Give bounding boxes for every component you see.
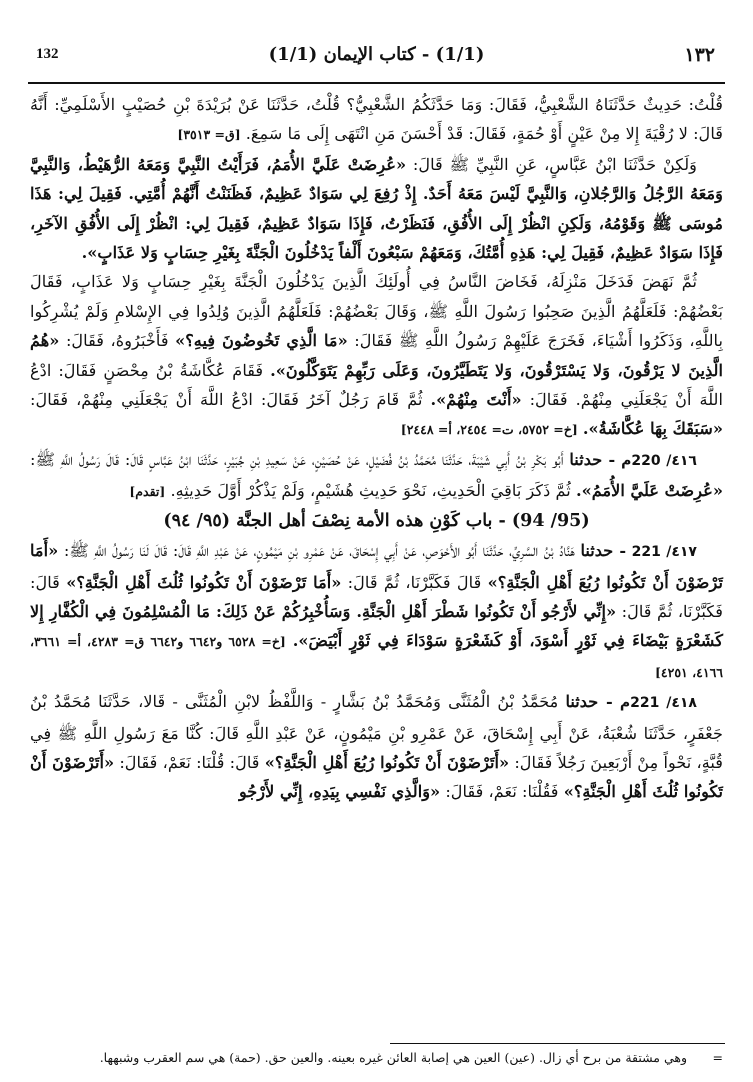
narration-opener: - حدثنا	[565, 692, 613, 712]
text-run: ثُمَّ نَهَضَ فَدَخَلَ مَنْزِلَهُ، فَخَاضَ النَّاسُ فِي أُولَئِكَ الَّذِينَ يَدْخُلُونَ الْجَنَّةَ بِغَيْرِ حِسَابٍ وَلا عَذَابٍ، فَقَالَ بَعْضُهُمْ: فَلَعَلَّهُمُ الَّذِينَ صَحِبُوا رَسُولَ اللَّهِ ﷺ، وَقَالَ بَعْضُهُمْ: فَلَعَلَّهُمُ الَّذِينَ وُلِدُوا فِي الإِسْلامِ وَلَمْ يُشْرِكُوا بِاللَّهِ، وَذَكَرُوا أَشْيَاءَ، فَخَرَجَ عَلَيْهِمْ رَسُولُ اللَّهِ ﷺ فَقَالَ:	[30, 272, 723, 351]
narration-opener: - حدثنا	[580, 541, 627, 561]
text-run: فَأَخْبَرُوهُ، فَقَالَ:	[65, 331, 169, 351]
hadith-number: ٤١٨/ 221م	[619, 695, 697, 712]
page-header	[28, 44, 725, 76]
text-run: ثُمَّ ذَكَرَ بَاقِيَ الْحَدِيثِ، نَحْوَ حَدِيثِ هُشَيْمٍ، وَلَمْ يَذْكُرْ أَوَّلَ حَدِيثِهِ.	[170, 481, 571, 501]
text-run: قَالَ فَكَبَّرْنَا، ثُمَّ قَالَ:	[347, 572, 482, 592]
hadith-quote: «هُمُ الَّذِينَ لا يَرْقُونَ، وَلا يَسْتَرْقُونَ، وَلا يَتَطَيَّرُونَ، وَعَلَى رَبِّهِمْ يَتَوَكَّلُونَ».	[30, 331, 723, 380]
narration-opener: - حدثنا	[569, 449, 616, 469]
hadith-quote: «سَبَقَكَ بِهَا عُكَّاشَةُ».	[582, 419, 723, 439]
citation: [خ= ٥٧٥٢، ت= ٢٤٥٤، أ= ٢٤٤٨]	[400, 422, 578, 438]
paragraph	[30, 90, 723, 150]
text-run: فَقُلْنَا: نَعَمْ، فَقَالَ:	[445, 782, 559, 802]
hadith-quote: «إِنِّي لأَرْجُو أَنْ تَكُونُوا شَطْرَ أَهْلِ الْجَنَّةِ. وَسَأُخْبِرُكُمْ عَنْ ذَلِكَ: مَا الْمُسْلِمُونَ فِي الْكُفَّارِ إِلا كَشَعْرَةٍ بَيْضَاءَ فِي ثَوْرٍ أَسْوَدَ، أَوْ كَشَعْرَةٍ سَوْدَاءَ فِي ثَوْرٍ أَبْيَضَ».	[30, 601, 724, 651]
main-text	[30, 90, 723, 807]
text-run: قُلْتُ: حَدِيثٌ حَدَّثَنَاهُ الشَّعْبِيُّ، فَقَالَ: وَمَا حَدَّثَكُمُ الشَّعْبِيُّ؟ قُلْتُ، حَدَّثَنَا عَنْ بُرَيْدَةَ بْنِ حُصَيْبٍ الأَسْلَمِيِّ: أَنَّهُ قَالَ: لا رُقْيَةَ إِلا مِنْ عَيْنٍ أَوْ حُمَةٍ، فَقَالَ: قَدْ أَحْسَنَ مَنِ انْتَهَى إِلَى مَا سَمِعَ.	[30, 95, 723, 144]
citation: [ق= ٣٥١٣]	[177, 127, 241, 143]
hadith-quote: «عُرِضَتْ عَلَيَّ الأُمَمُ، فَرَأَيْتُ النَّبِيَّ وَمَعَهُ الرُّهَيْطُ، وَالنَّبِيَّ وَمَعَهُ الرَّجُلُ وَالرَّجُلانِ، وَالنَّبِيَّ لَيْسَ مَعَهُ أَحَدٌ. إِذْ رُفِعَ لِي سَوَادٌ عَظِيمٌ، فَظَنَنْتُ أَنَّهُمْ أُمَّتِي. فَقِيلَ لِي: هَذَا مُوسَى ﷺ وَقَوْمُهُ، وَلَكِنِ انْظُرْ إِلَى الأُفُقِ، فَنَظَرْتُ، فَإِذَا سَوَادٌ عَظِيمٌ، فَقِيلَ لِي: انْظُرْ إِلَى الأُفُقِ الآخَرِ، فَإِذَا سَوَادٌ عَظِيمٌ، فَقِيلَ لِي: هَذِهِ أُمَّتُكَ، وَمَعَهُمْ سَبْعُونَ أَلْفاً يَدْخُلُونَ الْجَنَّةَ بِغَيْرِ حِسَابٍ وَلا عَذَابٍ».	[30, 154, 723, 263]
running-title: (1/1) - كتاب الإيمان (1/1)	[268, 44, 485, 65]
footnote-text: وهي مشتقة من برح أي زال. (عين) العين هي إصابة العائن غيره بعينه. والعين حق. (حمة) هي سم العقرب وشبهها.	[99, 1050, 687, 1065]
chapter-heading: (95/ 94) - باب كَوْنِ هذه الأمة نِصْفَ أهل الجنَّة (٩٥/ ٩٤)	[163, 510, 590, 531]
paragraph	[30, 150, 723, 268]
hadith-number: ٤١٧/ 221	[631, 544, 697, 561]
header-rule	[28, 82, 725, 84]
hadith-quote: «أَتَرْضَوْنَ أَنْ تَكُونُوا رُبُعَ أَهْلِ الْجَنَّةِ؟»	[264, 752, 510, 772]
hadith-quote: «عُرِضَتْ عَلَيَّ الأُمَمُ».	[575, 481, 723, 501]
hadith-entry	[30, 687, 723, 807]
footnote-rule	[390, 1043, 725, 1044]
text-run: أَبُو بَكْرِ بْنُ أَبِي شَيْبَةَ، حَدَّثَنَا مُحَمَّدُ بْنُ فُضَيْلٍ، عَنْ حُصَيْنٍ، عَنْ سَعِيدِ بْنِ جُبَيْرٍ، حَدَّثَنَا ابْنُ عَبَّاسٍ قَالَ: قَالَ رَسُولُ اللَّهِ ﷺ:	[30, 449, 564, 469]
text-run: هَنَّادُ بْنُ السَّرِيِّ، حَدَّثَنَا أَبُو الأَحْوَصِ، عَنْ أَبِي إِسْحَاقَ، عَنْ عَمْرِو بْنِ مَيْمُونٍ، عَنْ عَبْدِ اللَّهِ قَالَ: قَالَ لَنَا رَسُولُ اللَّهِ ﷺ:	[63, 541, 575, 561]
hadith-number: ٤١٦/ 220م	[621, 452, 697, 469]
text-run: قَالَ: فَكَبَّرْنَا، ثُمَّ قَالَ:	[30, 572, 723, 621]
page-number-latin: 132	[36, 46, 59, 62]
paragraph	[30, 267, 723, 444]
page-number-arabic: ١٣٢	[684, 44, 715, 66]
footnote-continuation-mark: =	[712, 1050, 723, 1065]
hadith-quote: «مَا الَّذِي تَخُوضُونَ فِيهِ؟»	[175, 331, 348, 351]
citation: [تقدم]	[129, 484, 166, 500]
text-run: ثُمَّ قَامَ رَجُلٌ آخَرُ فَقَالَ: ادْعُ اللَّهَ أَنْ يَجْعَلَنِي مِنْهُمْ، فَقَالَ:	[30, 390, 423, 410]
hadith-quote: «وَالَّذِي نَفْسِي بِيَدِهِ، إِنِّي لأَرْجُو	[238, 782, 441, 802]
hadith-quote: «أَمَا تَرْضَوْنَ أَنْ تَكُونُوا رُبُعَ أَهْلِ الْجَنَّةِ؟»	[30, 541, 723, 592]
hadith-quote: «أَتَرْضَوْنَ أَنْ تَكُونُوا ثُلُثَ أَهْلِ الْجَنَّةِ؟»	[30, 752, 723, 802]
text-run: قَالَ: قُلْنَا: نَعَمْ، فَقَالَ:	[119, 752, 260, 772]
hadith-entry	[30, 536, 723, 687]
hadith-entry	[30, 445, 723, 507]
hadith-quote: «أَنْتَ مِنْهُمْ».	[430, 390, 522, 410]
hadith-quote: «أَمَا تَرْضَوْنَ أَنْ تَكُونُوا ثُلُثَ أَهْلِ الْجَنَّةِ؟»	[66, 572, 342, 592]
text-run: مُحَمَّدُ بْنُ الْمُثَنَّى وَمُحَمَّدُ بْنُ بَشَّارٍ - وَاللَّفْظُ لابْنِ الْمُثَنَّى - قَالا، حَدَّثَنَا مُحَمَّدُ بْنُ جَعْفَرٍ، حَدَّثَنَا شُعْبَةُ، عَنْ أَبِي إِسْحَاقَ، عَنْ عَمْرِو بْنِ مَيْمُونٍ، عَنْ عَبْدِ اللَّهِ قَالَ: كُنَّا مَعَ رَسُولِ اللَّهِ ﷺ فِي قُبَّةٍ، نَحْواً مِنْ أَرْبَعِينَ رَجُلاً فَقَالَ:	[30, 692, 724, 772]
text-run: فَقَامَ عُكَّاشَةُ بْنُ مِحْصَنٍ فَقَالَ: ادْعُ اللَّهَ أَنْ يَجْعَلَنِي مِنْهُمْ. فَقَالَ:	[30, 360, 723, 410]
citation: [خ= ٦٥٢٨ و٦٦٤٢ و٦٦٤٢ ق= ٤٢٨٣، أ= ٣٦٦١، ٤١٦٦، ٤٢٥١]	[30, 634, 723, 680]
text-run: وَلَكِنْ حَدَّثَنَا ابْنُ عَبَّاسٍ، عَنِ النَّبِيِّ ﷺ قَالَ:	[412, 154, 697, 174]
